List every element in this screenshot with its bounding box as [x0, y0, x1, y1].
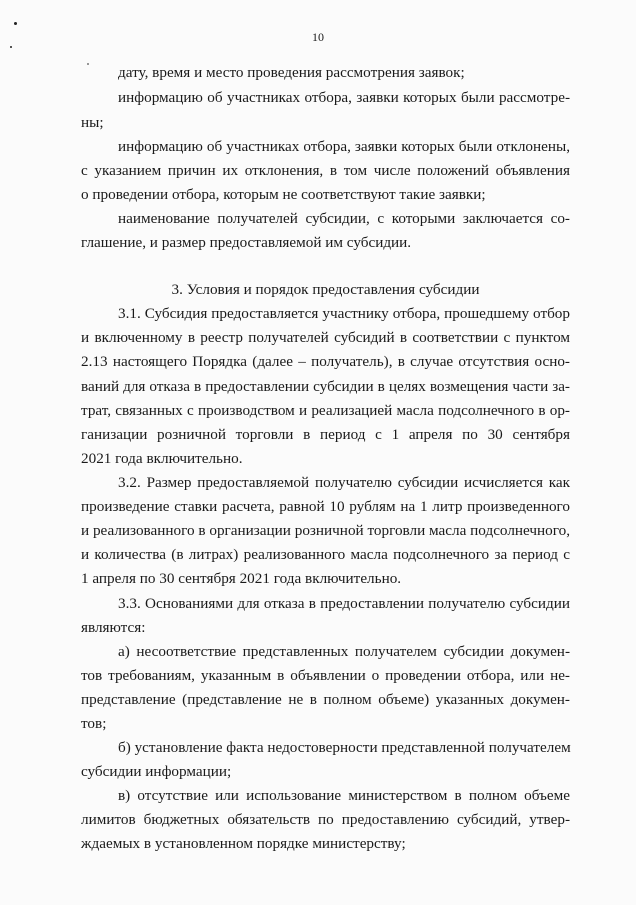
- scan-mark: [87, 63, 89, 65]
- text-line: произведение ставки расчета, равной 10 рублям на 1 литр произведенного: [81, 498, 570, 515]
- text-line: тов требованиям, указанным в объявлении о проведении отбора, или не-: [81, 667, 570, 684]
- text-line: в) отсутствие или использование министерством в полном объеме: [118, 787, 570, 804]
- text-line: лимитов бюджетных обязательств по предоставлению субсидий, утвер-: [81, 811, 570, 828]
- text-line: дату, время и место проведения рассмотрения заявок;: [118, 64, 465, 81]
- text-line: и количества (в литрах) реализованного масла подсолнечного за период с: [81, 546, 570, 563]
- section-heading: 3. Условия и порядок предоставления субсидии: [171, 281, 480, 298]
- text-line: 2021 года включительно.: [81, 450, 243, 467]
- text-line: с указанием причин их отклонения, в том числе положений объявления: [81, 162, 570, 179]
- text-line: трат, связанных с производством и реализацией масла подсолнечного в ор-: [81, 402, 570, 419]
- text-line: ны;: [81, 114, 104, 131]
- text-line: 3.2. Размер предоставляемой получателю субсидии исчисляется как: [118, 474, 570, 491]
- text-line: наименование получателей субсидии, с которыми заключается со-: [118, 210, 570, 227]
- text-line: 3.3. Основаниями для отказа в предоставлении получателю субсидии: [118, 595, 570, 612]
- text-line: 1 апреля по 30 сентября 2021 года включительно.: [81, 570, 402, 587]
- text-line: тов;: [81, 715, 107, 732]
- text-line: 2.13 настоящего Порядка (далее – получатель), в случае отсутствия осно-: [81, 353, 570, 370]
- text-line: ганизации розничной торговли в период с 1 апреля по 30 сентября: [81, 426, 570, 443]
- text-line: и реализованного в организации розничной торговли масла подсолнечного,: [81, 522, 570, 539]
- text-line: субсидии информации;: [81, 763, 232, 780]
- scan-mark: [14, 22, 17, 25]
- page-number: 10: [312, 30, 324, 44]
- text-line: и включенному в реестр получателей субсидий в соответствии с пунктом: [81, 329, 570, 346]
- text-line: б) установление факта недостоверности представленной получателем: [118, 739, 571, 756]
- text-line: а) несоответствие представленных получателем субсидии докумен-: [118, 643, 570, 660]
- text-line: информацию об участниках отбора, заявки которых были отклонены,: [118, 138, 570, 155]
- text-line: ждаемых в установленном порядке министерству;: [81, 835, 406, 852]
- text-line: ваний для отказа в предоставлении субсидии в целях возмещения части за-: [81, 378, 570, 395]
- text-line: являются:: [81, 619, 146, 636]
- text-line: информацию об участниках отбора, заявки которых были рассмотре-: [118, 89, 570, 106]
- scan-mark: [10, 46, 12, 48]
- text-line: 3.1. Субсидия предоставляется участнику отбора, прошедшему отбор: [118, 305, 570, 322]
- text-line: о проведении отбора, которым не соответствуют такие заявки;: [81, 186, 486, 203]
- text-line: глашение, и размер предоставляемой им субсидии.: [81, 234, 412, 251]
- text-line: представление (представление не в полном объеме) указанных докумен-: [81, 691, 570, 708]
